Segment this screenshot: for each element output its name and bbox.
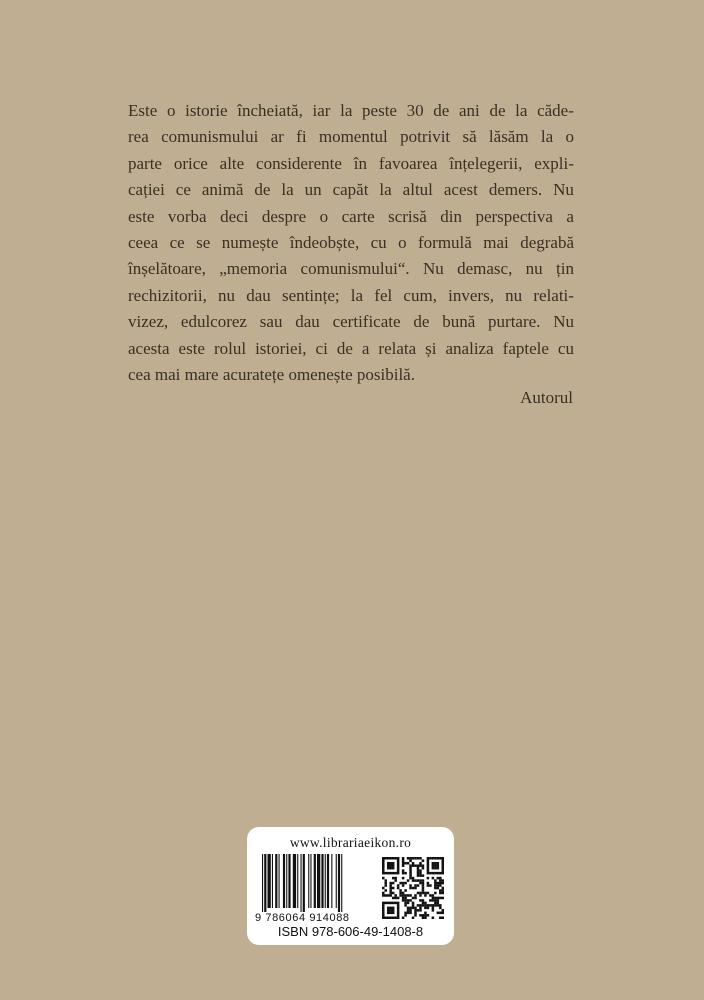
quote-word: ceea	[128, 232, 159, 252]
quote-word: să	[462, 127, 477, 147]
quote-word: Nu	[553, 180, 574, 200]
quote-word: Este	[128, 101, 158, 120]
quote-word: încheiată,	[237, 101, 303, 120]
quote-word: de	[254, 180, 271, 200]
quote-word: sentințe;	[281, 285, 340, 305]
barcode-icon	[258, 854, 378, 912]
quote-word: peste	[362, 101, 397, 120]
quote-word: edulcorez	[180, 312, 247, 332]
quote-word: istorie	[185, 101, 228, 120]
quote-word: momentul	[318, 127, 388, 147]
quote-word: la	[515, 101, 528, 120]
quote-line	[128, 309, 574, 335]
quote-word: relata	[378, 338, 417, 358]
quote-word: Nu	[422, 259, 444, 279]
quote-word: invers,	[448, 285, 494, 305]
quote-word: la	[340, 101, 353, 120]
quote-word: altul	[402, 180, 433, 200]
quote-word: se	[196, 232, 211, 252]
quote-word: țin	[556, 259, 574, 279]
quote-word: rechizitorii,	[128, 285, 207, 305]
quote-line	[128, 256, 574, 282]
quote-word: acest	[443, 180, 478, 200]
quote-word: la	[540, 127, 554, 147]
barcode-digits: 9 786064 914088	[255, 912, 350, 924]
quote-word: de	[336, 338, 353, 358]
quote-word: ci	[315, 338, 328, 358]
quote-word: certificate	[332, 312, 401, 332]
quote-word: numește	[221, 232, 279, 252]
quote-word: carte	[341, 206, 375, 226]
quote-word: relati-	[533, 285, 574, 305]
quote-word: și	[425, 338, 437, 358]
quote-word: o	[398, 232, 407, 252]
quote-word: a	[361, 338, 370, 358]
quote-word: formulă	[418, 232, 472, 252]
quote-line	[128, 230, 574, 256]
quote-word: potrivit	[400, 127, 451, 147]
quote-word: Nu	[553, 312, 574, 332]
quote-word: bună	[442, 312, 476, 332]
quote-line	[128, 151, 574, 177]
quote-word: la	[281, 180, 294, 200]
quote-word: nu	[525, 259, 543, 279]
quote-word: degrabă	[520, 232, 574, 252]
quote-word: alte	[219, 153, 245, 173]
quote-word: de	[489, 101, 506, 120]
quote-word: la	[379, 180, 392, 200]
quote-word: nu	[505, 285, 523, 305]
quote-word: este	[128, 206, 155, 226]
quote-word: demasc,	[457, 259, 513, 279]
quote-word: vorba	[167, 206, 207, 226]
quote-word: un	[304, 180, 322, 200]
quote-word: istoriei,	[255, 338, 307, 358]
quote-line	[128, 336, 574, 362]
quote-word: ar	[270, 127, 284, 147]
quote-word: cu	[370, 232, 387, 252]
quote-word: este	[178, 338, 205, 358]
quote-line	[128, 124, 574, 150]
quote-word: rolul	[213, 338, 247, 358]
quote-line	[128, 98, 574, 124]
quote-word: ce	[175, 180, 191, 200]
quote-line	[128, 283, 574, 309]
publisher-website: www.librariaeikon.ro	[289, 835, 412, 850]
quote-word: animă	[201, 180, 244, 200]
quote-word: fi	[296, 127, 307, 147]
quote-word: nu	[218, 285, 236, 305]
quote-word: fel	[374, 285, 393, 305]
quote-word: dau	[295, 312, 320, 332]
quote-word: o	[565, 127, 574, 147]
quote-word: deci	[220, 206, 249, 226]
quote-word: înșelătoare,	[128, 259, 206, 279]
back-cover-quote	[128, 98, 574, 388]
quote-word: o	[319, 206, 329, 226]
qr-code-icon	[382, 857, 444, 919]
quote-word: cu	[557, 338, 574, 358]
quote-word: cum,	[403, 285, 437, 305]
quote-word: ani	[459, 101, 480, 120]
quote-word: parte	[128, 153, 162, 173]
quote-word: vizez,	[128, 312, 169, 332]
quote-word: capăt	[332, 180, 369, 200]
quote-word: iar	[312, 101, 331, 120]
quote-word: sau	[259, 312, 283, 332]
quote-word: expli-	[534, 153, 574, 173]
quote-word: purtare.	[488, 312, 541, 332]
quote-word: perspectiva	[475, 206, 553, 226]
quote-word: considerente	[256, 153, 342, 173]
quote-word: la	[350, 285, 364, 305]
isbn-sticker	[247, 827, 454, 945]
quote-word: dau	[246, 285, 271, 305]
quote-word: îndeobște,	[289, 232, 360, 252]
quote-word: scrisă	[388, 206, 427, 226]
quote-word: „memoria	[219, 259, 288, 279]
quote-word: o	[166, 101, 176, 120]
quote-word: de	[413, 312, 430, 332]
quote-word: lăsăm	[488, 127, 529, 147]
quote-word: înțelegerii,	[449, 153, 523, 173]
quote-word: demers.	[488, 180, 543, 200]
quote-line	[128, 177, 574, 203]
quote-word: cației	[128, 180, 165, 200]
quote-word: orice	[173, 153, 208, 173]
quote-line	[128, 204, 574, 230]
isbn-number: ISBN 978-606-49-1408-8	[277, 924, 424, 939]
quote-word: cea mai mare acuratețe omenește posibilă.	[128, 364, 415, 384]
quote-word: căde-	[537, 101, 574, 120]
quote-word: 30	[406, 101, 424, 120]
quote-word: ce	[169, 232, 185, 252]
quote-word: acesta	[128, 338, 170, 358]
quote-word: faptele	[502, 338, 549, 358]
quote-word: mai	[483, 232, 509, 252]
quote-word: din	[440, 206, 463, 226]
quote-word: despre	[261, 206, 307, 226]
quote-word: de	[433, 101, 450, 120]
quote-word: comunismului	[161, 127, 259, 147]
quote-word: analiza	[445, 338, 494, 358]
quote-word: rea	[128, 127, 149, 147]
quote-word: favoarea	[378, 153, 438, 173]
author-signature: Autorul	[520, 388, 573, 407]
quote-line	[128, 362, 574, 388]
quote-word: în	[353, 153, 368, 173]
quote-word: a	[566, 206, 574, 226]
quote-word: comunismului“.	[300, 259, 410, 279]
